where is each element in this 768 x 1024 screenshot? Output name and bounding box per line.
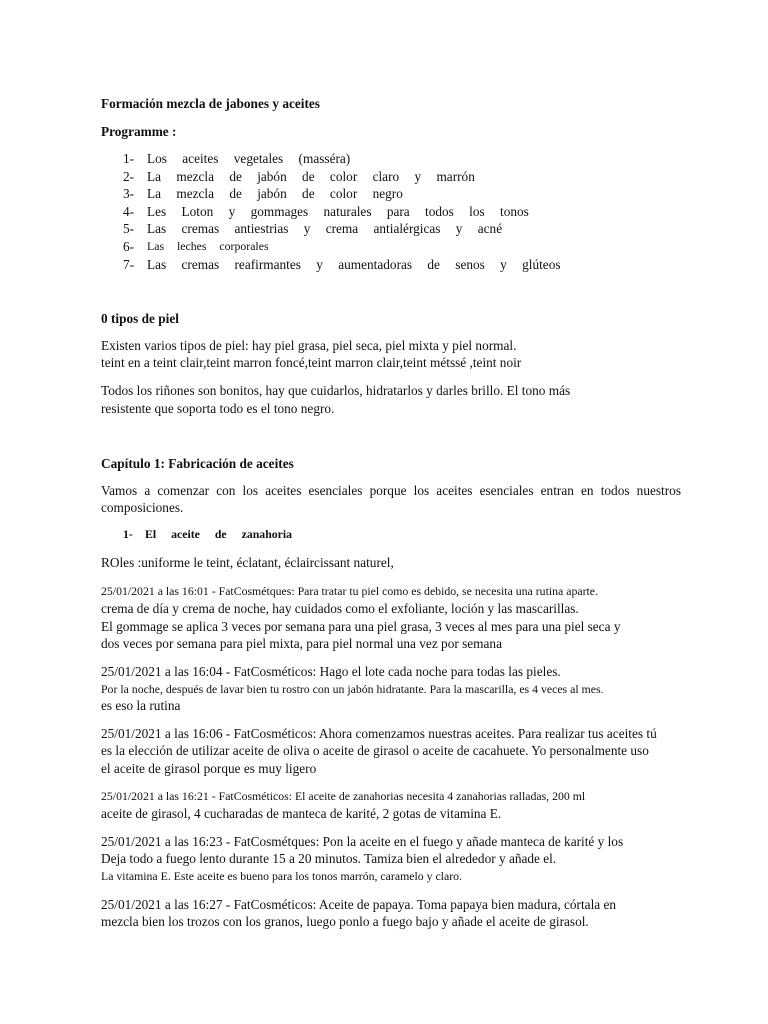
subsection-number: 1- [123,527,133,541]
entry-line: Por la noche, después de lavar bien tu rostro con un jabón hidratante. Para la mascarilla, es 4 veces al mes. [101,682,604,696]
subsection-title: El aceite de zanahoria [145,527,293,541]
list-number: 5- [123,221,135,236]
chapter-intro-line: composiciones. [101,500,184,515]
entry-line: El gommage se aplica 3 veces por semana para una piel grasa, 3 veces al mes para una piel seca y [101,619,621,634]
list-number: 6- [123,239,135,254]
entry-line: 25/01/2021 a las 16:04 - FatCosméticos: Hago el lote cada noche para todas las pieles. [101,664,561,679]
skin-paragraph-line: Todos los riñones son bonitos, hay que cuidarlos, hidratarlos y darles brillo. El tono más [101,383,571,398]
entry-line: es eso la rutina [101,698,181,713]
entry-line: 25/01/2021 a las 16:06 - FatCosméticos: Ahora comenzamos nuestras aceites. Para realizar tus aceites tú [101,726,657,741]
list-item: La mezcla de jabón de color claro y marrón [147,169,475,184]
entry-line: 25/01/2021 a las 16:21 - FatCosméticos: El aceite de zanahorias necesita 4 zanahorias ralladas, 200 ml [101,789,586,803]
document-title: Formación mezcla de jabones y aceites [101,96,320,111]
entry-line: 25/01/2021 a las 16:27 - FatCosméticos: Aceite de papaya. Toma papaya bien madura, córtala en [101,897,617,912]
roles-line: ROles :uniforme le teint, éclatant, éclaircissant naturel, [101,555,394,570]
list-item: La mezcla de jabón de color negro [147,186,403,201]
skin-heading: 0 tipos de piel [101,311,179,326]
skin-paragraph-line: Existen varios tipos de piel: hay piel grasa, piel seca, piel mixta y piel normal. [101,338,517,353]
list-number: 1- [123,151,135,166]
list-item: Las cremas antiestrias y crema antialérgicas y acné [147,221,503,236]
chapter-intro-line: Vamos a comenzar con los aceites esenciales porque los aceites esenciales entran en todos nuestros [101,483,681,498]
entry-line: dos veces por semana para piel mixta, para piel normal una vez por semana [101,636,502,651]
programme-heading: Programme : [101,124,177,139]
list-item: Los aceites vegetales (masséra) [147,151,351,166]
entry-line: el aceite de girasol porque es muy ligero [101,761,317,776]
skin-paragraph-line: resistente que soporta todo es el tono negro. [101,401,335,416]
list-item: Las leches corporales [147,239,269,253]
entry-line: es la elección de utilizar aceite de oliva o aceite de girasol o aceite de cacahuete. Yo personalmente uso [101,743,649,758]
skin-paragraph-line: teint en a teint clair,teint marron foncé,teint marron clair,teint métssé ,teint noir [101,355,522,370]
entry-line: 25/01/2021 a las 16:01 - FatCosmétques: Para tratar tu piel como es debido, se necesita una rutina aparte. [101,584,598,598]
entry-line: Deja todo a fuego lento durante 15 a 20 minutos. Tamiza bien el alrededor y añade el. [101,851,557,866]
list-number: 4- [123,204,135,219]
list-item: Las cremas reafirmantes y aumentadoras de senos y glúteos [147,257,561,272]
entry-line: 25/01/2021 a las 16:23 - FatCosmétques: Pon la aceite en el fuego y añade manteca de karité y los [101,834,624,849]
chapter-heading: Capítulo 1: Fabricación de aceites [101,456,294,471]
entry-line: crema de día y crema de noche, hay cuidados como el exfoliante, loción y las mascarillas. [101,601,579,616]
list-item: Les Loton y gommages naturales para todos los tonos [147,204,529,219]
entry-line: aceite de girasol, 4 cucharadas de manteca de karité, 2 gotas de vitamina E. [101,806,502,821]
list-number: 3- [123,186,135,201]
list-number: 7- [123,257,135,272]
list-number: 2- [123,169,135,184]
entry-line: La vitamina E. Este aceite es bueno para los tonos marrón, caramelo y claro. [101,869,462,883]
entry-line: mezcla bien los trozos con los granos, luego ponlo a fuego bajo y añade el aceite de girasol. [101,914,589,929]
